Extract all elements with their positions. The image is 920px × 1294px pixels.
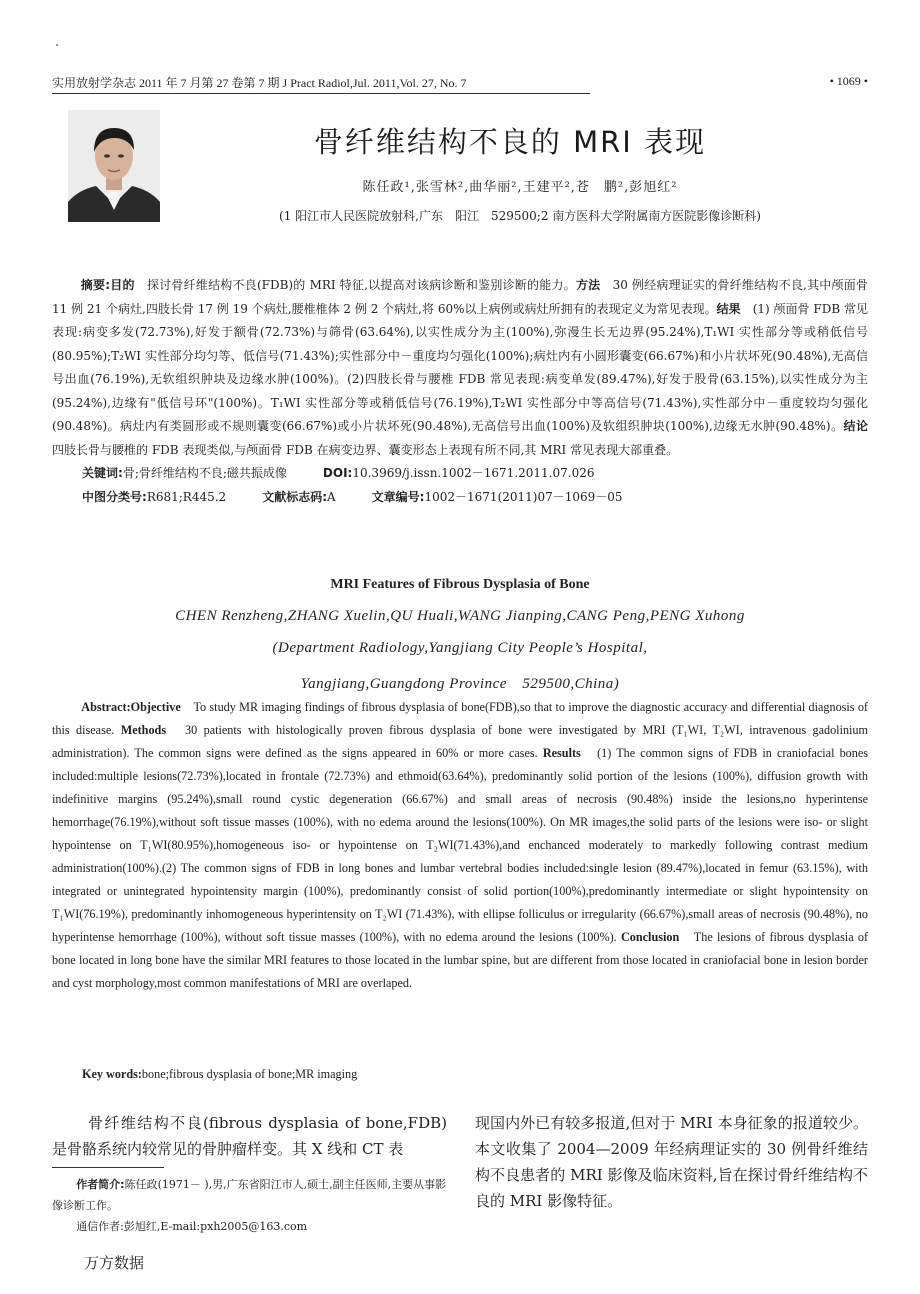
article-no-label: 文章编号: xyxy=(371,489,425,504)
author-bio-note xyxy=(52,1174,447,1216)
correspondence: 彭旭红,E-mail:pxh2005@163.com xyxy=(123,1220,308,1233)
en-conclusion: The lesions of fibrous dysplasia of bone located in long bone have the similar MRI features to those located in the lumbar spine, but are different from those located in craniofacial bone in lesion border and cyst morphology,most common manifestations of MRI are overlaped. xyxy=(52,930,869,990)
doi-label: DOI: xyxy=(322,466,353,480)
author-portrait-image xyxy=(68,110,160,222)
abstract-results-label: 结果 xyxy=(716,301,741,316)
author-bio-label: 作者简介: xyxy=(76,1178,125,1191)
classification-line xyxy=(52,486,868,510)
en-objective-label: Abstract:Objective xyxy=(81,700,181,714)
english-authors: CHEN Renzheng,ZHANG Xuelin,QU Huali,WANG Jianping,CANG Peng,PENG Xuhong xyxy=(175,608,745,624)
en-keywords: bone;fibrous dysplasia of bone;MR imaging xyxy=(141,1067,358,1081)
clc-label: 中图分类号: xyxy=(82,489,147,504)
footnotes xyxy=(52,1174,447,1237)
abstract-results: (1) 颅面骨 FDB 常见表现:病变多发(72.73%),好发于额骨(72.73%)与筛骨(63.64%),以实性成分为主(100%),弥漫生长无边界(95.24%),T₁WI 实性部分等或稍低信号(80.95%);T₂WI 实性部分均匀等、低信号(71.43%);实性部分中－重度均匀强化(100%);病灶内有小圆形囊变(66.67%)和小片状坏死(90.48%),无高信号出血(76.19%),无软组织肿块及边缘水肿(100%)。(2)四肢长骨与腰椎 FDB 常见表现:病变单发(89.47%),好发于股骨(63.15%),以实性成分为主(95.24%),边缘有"低信号环"(100%)。T₁WI 实性部分等或稍低信号(76.19%),T₂WI 实性部分中等高信号(71.43%),实性部分中－重度较均匀强化(90.48%)。病灶内有类圆形或不规则囊变(66.67%)或小片状坏死(90.48%),无高信号出血(100%)及软组织肿块(100%),边缘无水肿(90.48%)。 xyxy=(52,301,868,433)
page-number: • 1069 • xyxy=(829,74,868,88)
en-conclusion-label: Conclusion xyxy=(620,930,680,944)
article-title: 骨纤维结构不良的 MRI 表现 xyxy=(313,125,707,159)
en-methods-label: Methods xyxy=(120,723,167,737)
en-results: (1) The common signs of FDB in craniofacial bones included:multiple lesions(72.73%),located in frontale (72.73%) and ethmoid(63.64%), predominantly solid portion of the lesions (100%), diffusion growth with indefinitive margins (95.24%),small round cystic degeneration (66.67%) and small areas of necrosis (90.48%) inside the lesions,no hyperintense hemorrhage(76.19%),without soft tissue masses (100%), with no edema around the lesions(100%). On MR images,the solid parts of the lesions were iso- or slight hypointense on T₁WI(80.95%),homogeneous iso- or hypointense on T₂WI(71.43%),and enchanced moderately to markedly following contrast medium administration(100%).(2) The common signs of FDB in long bones and lumbar vertebral bodies included:single lesion (89.47%),located in femur (63.15%), with integrated or unintegrated hypointensity margin (100%), predominantly consist of solid portion(100%),predominantly intermediate or slight hypointensity on T₁WI(76.19%), predominantly inhomogeneous hyperintensity on T₂WI (71.43%), with ellipse folliculus or irregularity (66.67%),small areas of necrosis (90.48%), no hyperintense hemorrhage (100%), without soft tissue masses (100%), with no edema around the lesions (100%). xyxy=(52,746,869,944)
database-watermark: 万方数据 xyxy=(84,1254,145,1272)
abstract-objective: 探讨骨纤维结构不良(FDB)的 MRI 特征,以提高对该病诊断和鉴别诊断的能力。 xyxy=(146,278,576,292)
en-methods: 30 patients with histologically proven fibrous dysplasia of bone were investigated by MRI (T₁WI, T₂WI, intravenous gadolinium administration). The common signs were defined as the signs appeared in 60% or more cases. xyxy=(52,723,869,760)
en-results-label: Results xyxy=(542,746,581,760)
running-header xyxy=(52,74,868,94)
clc-number: R681;R445.2 xyxy=(146,489,227,504)
scan-dot xyxy=(56,44,58,46)
en-keywords-label: Key words: xyxy=(82,1067,142,1081)
english-keywords-line xyxy=(82,1067,357,1082)
correspondence-label: 通信作者: xyxy=(76,1220,124,1233)
english-abstract xyxy=(52,696,868,995)
keywords-line xyxy=(52,462,868,486)
header-rule xyxy=(52,93,590,94)
english-affiliation-line2: Yangjiang,Guangdong Province 529500,China) xyxy=(300,676,620,692)
body-paragraph-continued: 现国内外已有较多报道,但对于 MRI 本身征象的报道较少。本文收集了 2004—2009 年经病理证实的 30 例骨纤维结构不良患者的 MRI 影像及临床资料,旨在探讨骨纤维结构不良的 MRI 影像特征。 xyxy=(475,1114,868,1210)
en-objective: To study MR imaging findings of fibrous dysplasia of bone(FDB),so that to improve the diagnostic accuracy and differential diagnosis of this disease. xyxy=(52,700,868,737)
body-column-left xyxy=(52,1110,447,1162)
english-affiliation-line1: (Department Radiology,Yangjiang City People’s Hospital, xyxy=(272,640,648,656)
article-number: 1002－1671(2011)07－1069－05 xyxy=(424,489,623,504)
journal-citation: 实用放射学杂志 2011 年 7 月第 27 卷第 7 期 J Pract Radiol,Jul. 2011,Vol. 27, No. 7 xyxy=(52,76,467,90)
doi: 10.3969/j.issn.1002－1671.2011.07.026 xyxy=(352,466,595,480)
english-abstract-paragraph xyxy=(52,696,868,995)
author-bio: 陈任政(1971－ ),男,广东省阳江市人,硕士,副主任医师,主要从事影像诊断工作。 xyxy=(52,1178,447,1212)
chinese-abstract xyxy=(52,274,868,509)
english-title: MRI Features of Fibrous Dysplasia of Bone xyxy=(330,577,590,592)
abstract-paragraph xyxy=(52,274,868,462)
doc-code-label: 文献标志码: xyxy=(262,489,327,504)
author-affiliation: (1 阳江市人民医院放射科,广东 阳江 529500;2 南方医科大学附属南方医院影像诊断科) xyxy=(279,209,761,223)
abstract-conclusion: 四肢长骨与腰椎的 FDB 表现类似,与颅面骨 FDB 在病变边界、囊变形态上表现有所不同,其 MRI 常见表现大部重叠。 xyxy=(52,442,679,457)
abstract-methods-label: 方法 xyxy=(575,278,601,292)
author-list: 陈任政¹,张雪林²,曲华丽²,王建平²,苍 鹏²,彭旭红² xyxy=(362,180,678,195)
abstract-conclusion-label: 结论 xyxy=(843,419,868,433)
keywords: 骨;骨纤维结构不良;磁共振成像 xyxy=(122,466,287,480)
abstract-objective-label: 摘要:目的 xyxy=(80,278,135,292)
doc-code: A xyxy=(327,489,336,504)
abstract-methods: 30 例经病理证实的骨纤维结构不良,其中颅面骨 11 例 21 个病灶,四肢长骨 17 例 19 个病灶,腰椎椎体 2 例 2 个病灶,将 60%以上病例或病灶所拥有的表现定义为常见表现。 xyxy=(52,278,868,316)
body-paragraph-intro: 骨纤维结构不良(fibrous dysplasia of bone,FDB)是骨骼系统内较常见的骨肿瘤样变。其 X 线和 CT 表 xyxy=(52,1114,447,1158)
author-photo xyxy=(68,110,160,222)
correspondence-note xyxy=(52,1216,447,1237)
footnote-rule xyxy=(52,1167,164,1168)
body-column-right xyxy=(475,1110,868,1214)
keywords-label: 关键词: xyxy=(82,466,123,480)
